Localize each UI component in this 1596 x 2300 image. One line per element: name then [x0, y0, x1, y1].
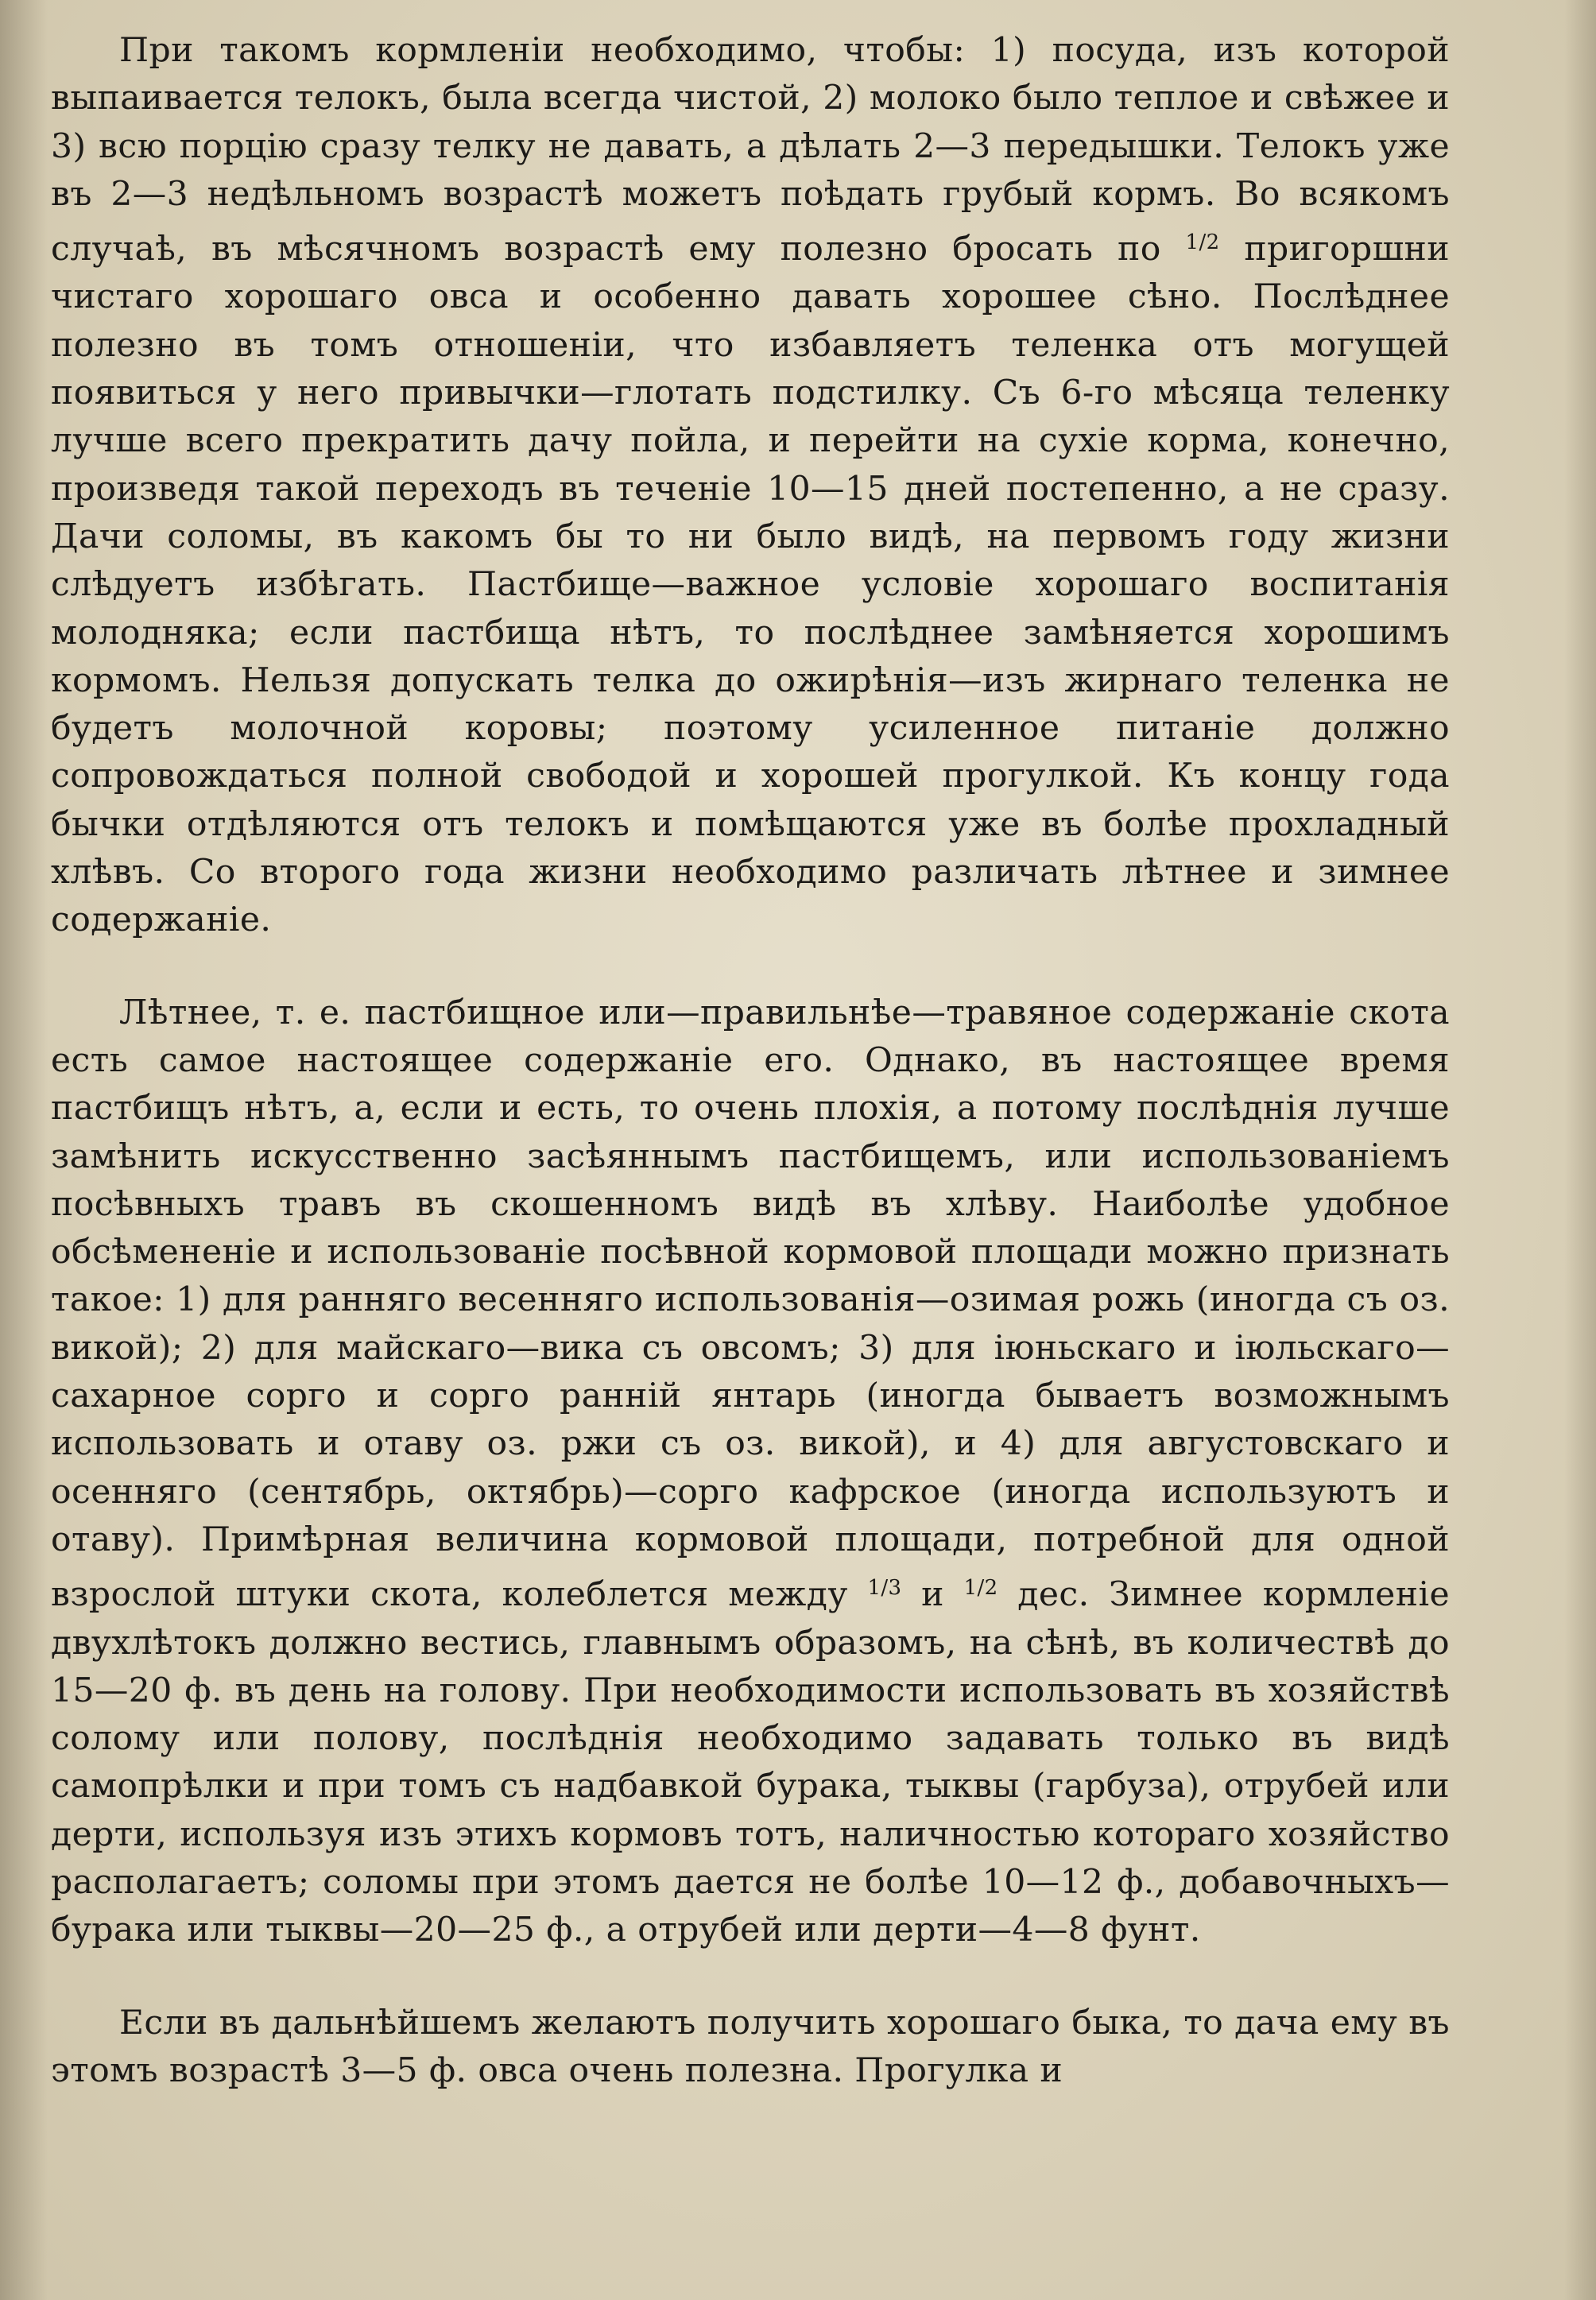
paragraph-bull-rearing: [51, 2000, 1450, 2096]
text-segment: пригоршни чистаго хорошаго овса и особенно давать хорошее сѣно. Послѣднее полезно въ томъ отношеніи, что избавляетъ теленка отъ могущей появиться у него привычки—глотать подстилку. Съ 6-го мѣсяца теленку лучше всего прекратить дачу пойла, и перейти на сухіе корма, конечно, произведя такой переходъ въ теченіе 10—15 дней постепенно, а не сразу. Дачи соломы, въ какомъ бы то ни было видѣ, на первомъ году жизни слѣдуетъ избѣгать. Пастбище—важное условіе хорошаго воспитанія молодняка; если пастбища нѣтъ, то послѣднее замѣняется хорошимъ кормомъ. Нельзя допускать телка до ожирѣнія—изъ жирнаго теленка не будетъ молочной коровы; поэтому усиленное питаніе должно сопровождаться полной свободой и хорошей прогулкой. Къ концу года бычки отдѣляются отъ телокъ и помѣщаются уже въ болѣе прохладный хлѣвъ. Со второго года жизни необходимо различать лѣтнее и зимнее содержаніе.: [51, 230, 1451, 940]
paragraph-summer-winter-keeping: [51, 989, 1450, 1955]
paragraph-feeding-calves: [51, 27, 1450, 945]
text-segment: и: [901, 1575, 964, 1615]
text-segment: дес. Зимнее кормленіе двухлѣтокъ должно вестись, главнымъ образомъ, на сѣнѣ, въ количествѣ до 15—20 ф. въ день на голову. При необходимости использовать въ хозяйствѣ солому или полову, послѣднія необходимо задавать только въ видѣ самопрѣлки и при томъ съ надбавкой бурака, тыквы (гарбуза), отрубей или дерти, используя изъ этихъ кормовъ тотъ, наличностью котораго хозяйство располагаетъ; соломы при этомъ дается не болѣе 10—12 ф., добавочныхъ—бурака или тыквы—20—25 ф., а отрубей или дерти—4—8 фунт.: [51, 1575, 1450, 1950]
fraction-one-half: 1/2: [1185, 230, 1220, 255]
text-segment: Если въ дальнѣйшемъ желаютъ получить хорошаго быка, то дача ему въ этомъ возрастѣ 3—5 ф. овса очень полезна. Прогулка и: [51, 2003, 1450, 2090]
spine-shadow: [0, 0, 48, 2300]
fraction-one-third: 1/3: [867, 1576, 902, 1601]
body-text: [51, 27, 1450, 2095]
text-segment: При такомъ кормленіи необходимо, чтобы: 1) посуда, изъ которой выпаивается телокъ, была всегда чистой, 2) молоко было теплое и свѣжее и 3) всю порцію сразу телку не давать, а дѣлать 2—3 передышки. Телокъ уже въ 2—3 недѣльномъ возрастѣ можетъ поѣдать грубый кормъ. Во всякомъ случаѣ, въ мѣсячномъ возрастѣ ему полезно бросать по: [51, 31, 1450, 269]
page-edge-shadow: [1564, 0, 1596, 2300]
text-segment: Лѣтнее, т. е. пастбищное или—правильнѣе—травяное содержаніе скота есть самое настоящее содержаніе его. Однако, въ настоящее время пастбищъ нѣтъ, а, если и есть, то очень плохія, а потому послѣднія лучше замѣнить искусственно засѣяннымъ пастбищемъ, или использованіемъ посѣвныхъ травъ въ скошенномъ видѣ въ хлѣву. Наиболѣе удобное обсѣмененіе и использованіе посѣвной кормовой площади можно признать такое: 1) для ранняго весенняго использованія—озимая рожь (иногда съ оз. викой); 2) для майскаго—вика съ овсомъ; 3) для іюньскаго и іюльскаго—сахарное сорго и сорго ранній янтарь (иногда бываетъ возможнымъ использовать и отаву оз. ржи съ оз. викой), и 4) для августовскаго и осенняго (сентябрь, октябрь)—сорго кафрское (иногда используютъ и отаву). Примѣрная величина кормовой площади, потребной для одной взрослой штуки скота, колеблется между: [51, 993, 1450, 1615]
fraction-one-half: 1/2: [963, 1576, 998, 1601]
